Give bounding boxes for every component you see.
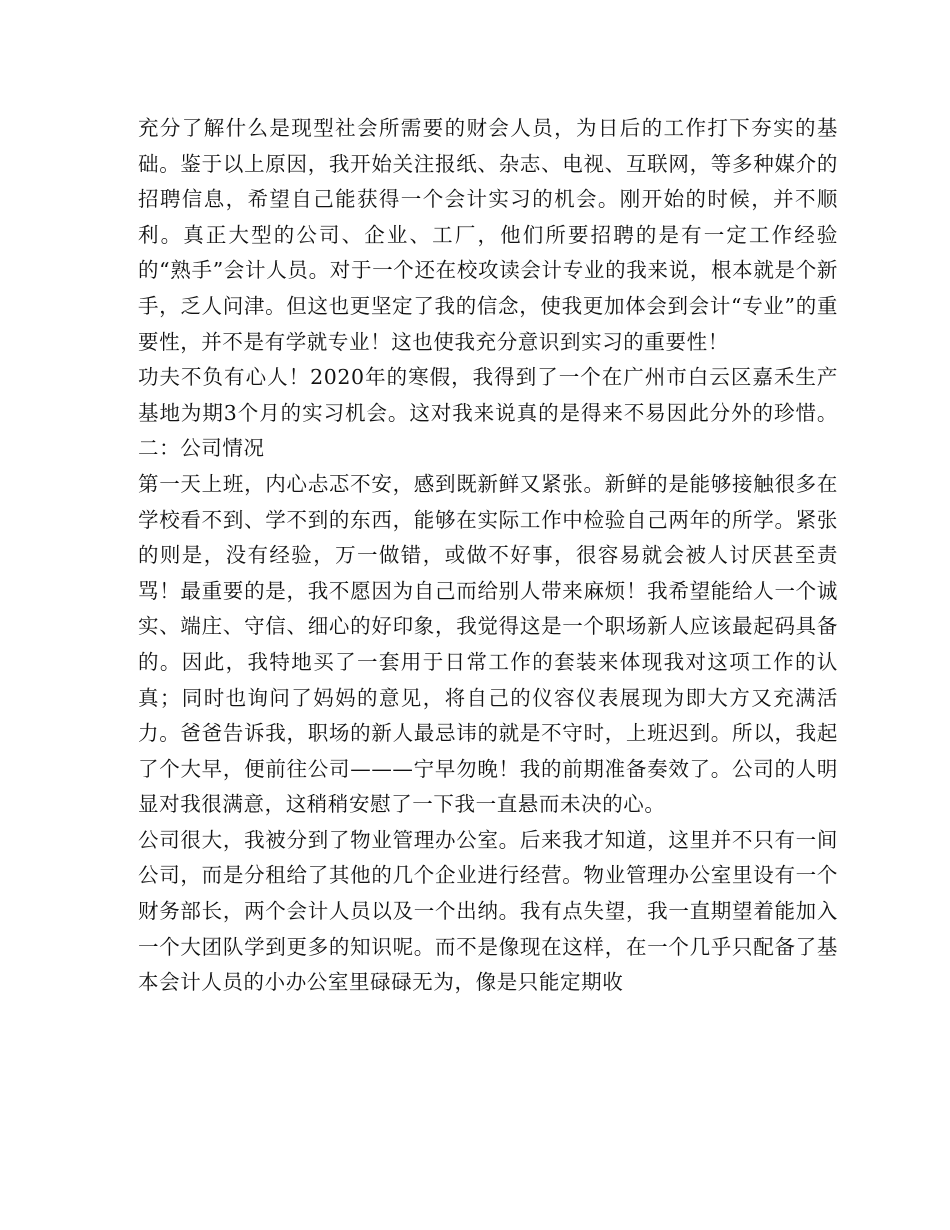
paragraph-1: 充分了解什么是现型社会所需要的财会人员，为日后的工作打下夯实的基础。鉴于以上原因，我开始关注报纸、杂志、电视、互联网，等多种媒介的招聘信息，希望自己能获得一个会计实习的机会。刚开始的时候，并不顺利。真正大型的公司、企业、工厂，他们所要招聘的是有一定工作经验的“熟手”会计人员。对于一个还在校攻读会计专业的我来说，根本就是个新手，乏人问津。但这也更坚定了我的信念，使我更加体会到会计“专业”的重要性，并不是有学就专业！这也使我充分意识到实习的重要性！ xyxy=(138,116,838,354)
paragraph-2: 功夫不负有心人！2020年的寒假，我得到了一个在广州市白云区嘉禾生产基地为期3个月的实习机会。这对我来说真的是得来不易因此分外的珍惜。二：公司情况 xyxy=(138,365,838,461)
body-text xyxy=(138,111,838,1001)
paragraph-3: 第一天上班，内心忐忑不安，感到既新鲜又紧张。新鲜的是能够接触很多在学校看不到、学不到的东西，能够在实际工作中检验自己两年的所学。紧张的则是，没有经验，万一做错，或做不好事，很容易就会被人讨厌甚至责骂！最重要的是，我不愿因为自己而给别人带来麻烦！我希望能给人一个诚实、端庄、守信、细心的好印象，我觉得这是一个职场新人应该最起码具备的。因此，我特地买了一套用于日常工作的套装来体现我对这项工作的认真；同时也询问了妈妈的意见，将自己的仪容仪表展现为即大方又充满活力。爸爸告诉我，职场的新人最忌讳的就是不守时，上班迟到。所以，我起了个大早，便前往公司———宁早勿晚！我的前期准备奏效了。公司的人明显对我很满意，这稍稍安慰了一下我一直悬而未决的心。 xyxy=(138,471,838,817)
paragraph-4: 公司很大，我被分到了物业管理办公室。后来我才知道，这里并不只有一间公司，而是分租给了其他的几个企业进行经营。物业管理办公室里设有一个财务部长，两个会计人员以及一个出纳。我有点失望，我一直期望着能加入一个大团队学到更多的知识呢。而不是像现在这样，在一个几乎只配备了基本会计人员的小办公室里碌碌无为，像是只能定期收 xyxy=(138,827,838,995)
